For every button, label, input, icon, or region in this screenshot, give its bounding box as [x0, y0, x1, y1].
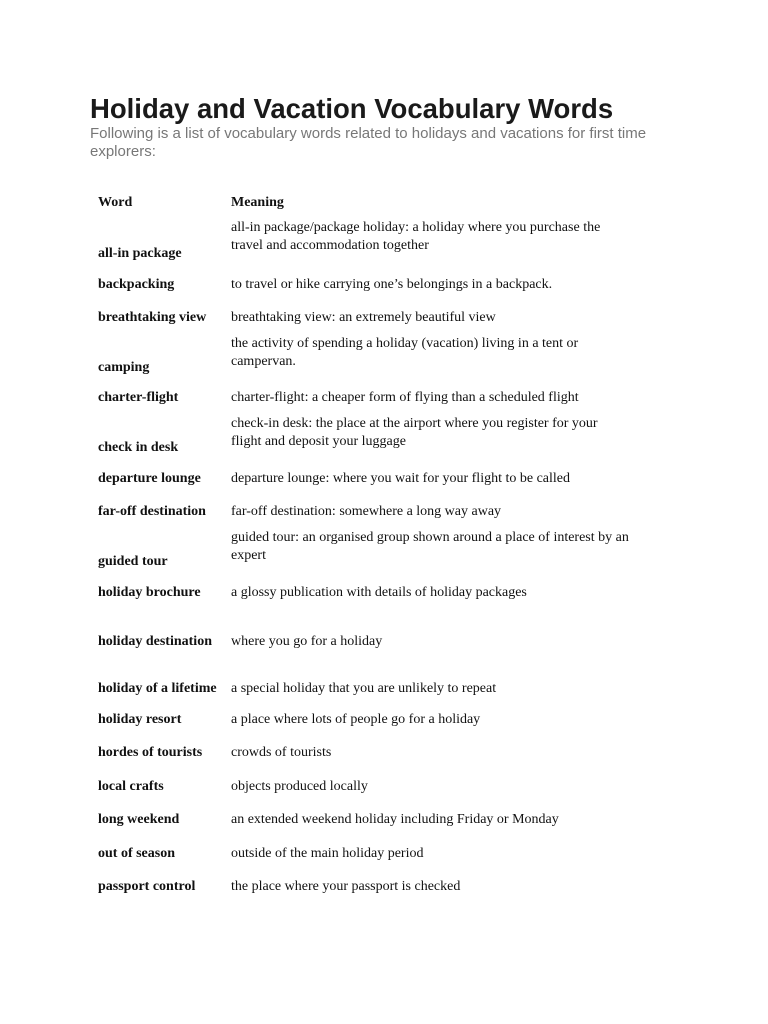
vocab-word: hordes of tourists: [98, 745, 203, 761]
vocab-word: local crafts: [98, 778, 164, 794]
page-title: Holiday and Vacation Vocabulary Words: [90, 93, 614, 124]
vocab-word: holiday destination: [98, 634, 212, 650]
vocab-word: passport control: [98, 878, 196, 894]
vocab-meaning: departure lounge: where you wait for your flight to be called: [231, 470, 570, 486]
vocab-word: departure lounge: [98, 470, 201, 486]
vocab-word: out of season: [98, 845, 176, 861]
vocab-meaning: to travel or hike carrying one’s belongings in a backpack.: [231, 276, 553, 292]
vocab-meaning: all-in package/package holiday: a holiday where you purchase the travel and accommodation together: [231, 220, 601, 253]
vocab-meaning: charter-flight: a cheaper form of flying than a scheduled flight: [231, 390, 579, 406]
vocab-meaning: check-in desk: the place at the airport where you register for your flight and deposit your luggage: [231, 416, 598, 450]
table-row: [90, 870, 650, 903]
vocab-word: camping: [98, 359, 150, 375]
table-row: [90, 529, 650, 576]
table-row: [90, 462, 650, 495]
vocab-meaning: breathtaking view: an extremely beautiful view: [231, 310, 496, 326]
vocab-meaning: where you go for a holiday: [231, 634, 383, 650]
vocab-word: all-in package: [98, 246, 182, 261]
vocab-word: holiday of a lifetime: [98, 681, 217, 697]
table-row: [90, 737, 650, 770]
column-header-word: Word: [98, 194, 133, 210]
table-row: [90, 576, 650, 609]
vocab-word: breathtaking view: [98, 310, 207, 326]
table-row: [90, 703, 650, 736]
table-header-row: [90, 186, 650, 219]
vocab-meaning: outside of the main holiday period: [231, 845, 424, 861]
vocab-word: holiday brochure: [98, 584, 201, 600]
vocab-meaning: a place where lots of people go for a holiday: [231, 712, 481, 728]
table-row: [90, 219, 650, 268]
vocabulary-table: [90, 186, 650, 904]
vocab-meaning: objects produced locally: [231, 778, 368, 794]
vocab-meaning: the activity of spending a holiday (vacation) living in a tent or campervan.: [231, 335, 579, 369]
vocab-word: charter-flight: [98, 390, 179, 406]
column-header-meaning: Meaning: [231, 194, 284, 210]
vocab-meaning: far-off destination: somewhere a long way away: [231, 504, 502, 520]
vocab-meaning: an extended weekend holiday including Friday or Monday: [231, 812, 559, 828]
vocab-meaning: crowds of tourists: [231, 745, 332, 761]
vocab-word: backpacking: [98, 276, 175, 292]
table-row: [90, 770, 650, 803]
table-row: [90, 415, 650, 462]
table-row: [90, 609, 650, 656]
table-body: [90, 219, 650, 904]
table-row: [90, 496, 650, 529]
vocab-word: far-off destination: [98, 504, 206, 520]
vocab-meaning: guided tour: an organised group shown around a place of interest by an expert: [231, 529, 629, 563]
vocab-word: long weekend: [98, 812, 180, 828]
table-row: [90, 804, 650, 837]
vocab-word: check in desk: [98, 440, 179, 456]
table-row: [90, 268, 650, 301]
vocab-word: guided tour: [98, 553, 168, 569]
vocab-meaning: the place where your passport is checked: [231, 878, 461, 894]
table-row: [90, 301, 650, 334]
table-row: [90, 837, 650, 870]
vocab-word: holiday resort: [98, 712, 182, 728]
intro-text: Following is a list of vocabulary words related to holidays and vacations for first time explorers:: [90, 125, 647, 160]
vocab-meaning: a glossy publication with details of holiday packages: [231, 584, 527, 600]
table-row: [90, 382, 650, 415]
vocab-meaning: a special holiday that you are unlikely to repeat: [231, 681, 497, 697]
table-row: [90, 656, 650, 703]
table-row: [90, 335, 650, 382]
